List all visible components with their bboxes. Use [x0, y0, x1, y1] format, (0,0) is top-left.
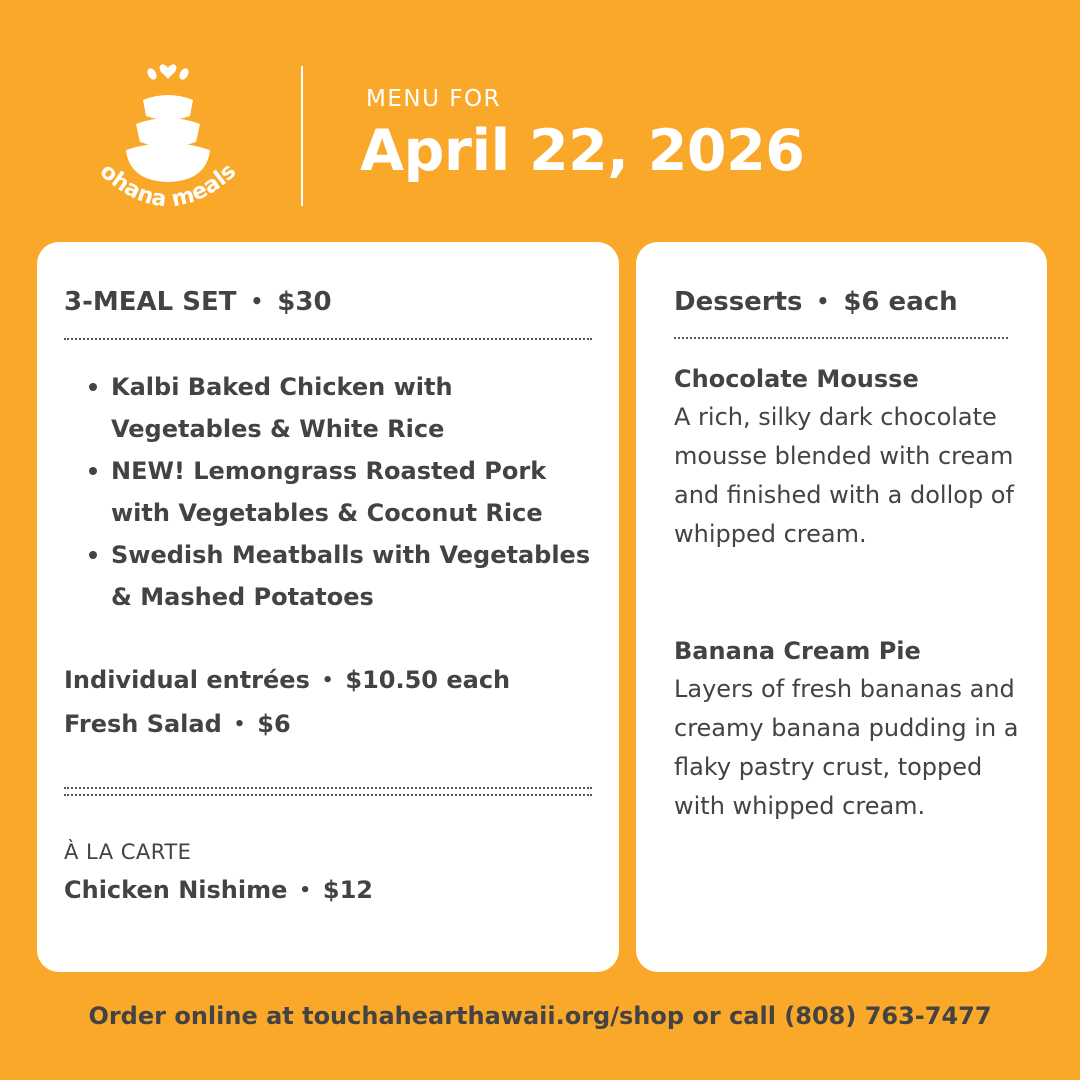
dessert-name: Banana Cream Pie	[674, 637, 921, 665]
bowl-stack-icon	[78, 58, 258, 218]
extra-label: Individual entrées	[64, 666, 310, 694]
ohana-meals-logo	[78, 58, 258, 218]
menu-date: April 22, 2026	[360, 118, 805, 184]
dotted-rule	[64, 338, 592, 340]
dessert-description: Layers of fresh bananas and creamy banana pudding in a flaky pastry crust, topped with whipped cream.	[674, 675, 1019, 820]
meal-set-list	[85, 366, 605, 618]
dessert-name: Chocolate Mousse	[674, 365, 919, 393]
menu-for-label: MENU FOR	[366, 86, 502, 112]
dessert-item	[674, 360, 1030, 554]
dotted-rule	[64, 787, 592, 789]
separator-dot: •	[250, 289, 264, 313]
dotted-rule	[64, 794, 592, 796]
list-item: NEW! Lemongrass Roasted Pork with Vegetables & Coconut Rice	[85, 450, 605, 534]
a-la-carte-price: $12	[322, 876, 374, 904]
desserts-title: Desserts	[674, 287, 803, 317]
extra-label: Fresh Salad	[64, 710, 222, 738]
a-la-carte-name: Chicken Nishime	[64, 876, 288, 904]
list-item: Kalbi Baked Chicken with Vegetables & White Rice	[85, 366, 605, 450]
extra-price: $10.50 each	[345, 666, 511, 694]
individual-entrees-line	[64, 666, 510, 694]
separator-dot: •	[233, 714, 246, 735]
desserts-price: $6 each	[843, 287, 958, 317]
meal-set-title: 3-MEAL SET	[64, 287, 237, 317]
meal-set-price: $30	[277, 287, 332, 317]
meal-set-heading	[64, 287, 332, 317]
list-item: Swedish Meatballs with Vegetables & Mashed Potatoes	[85, 534, 605, 618]
extra-price: $6	[257, 710, 291, 738]
dessert-description: A rich, silky dark chocolate mousse blended with cream and finished with a dollop of whipped cream.	[674, 403, 1014, 548]
dotted-rule	[674, 337, 1008, 339]
svg-text:ohana meals: ohana meals	[94, 158, 242, 213]
separator-dot: •	[816, 289, 830, 313]
header-divider	[301, 66, 303, 206]
separator-dot: •	[321, 670, 334, 691]
desserts-card	[636, 242, 1047, 972]
desserts-heading	[674, 287, 958, 317]
a-la-carte-label: À LA CARTE	[64, 840, 192, 864]
fresh-salad-line	[64, 710, 291, 738]
order-footer: Order online at touchahearthawaii.org/shop or call (808) 763-7477	[88, 1002, 992, 1030]
separator-dot: •	[299, 880, 311, 901]
meal-set-card	[37, 242, 619, 972]
a-la-carte-item	[64, 876, 373, 904]
dessert-item	[674, 632, 1030, 826]
